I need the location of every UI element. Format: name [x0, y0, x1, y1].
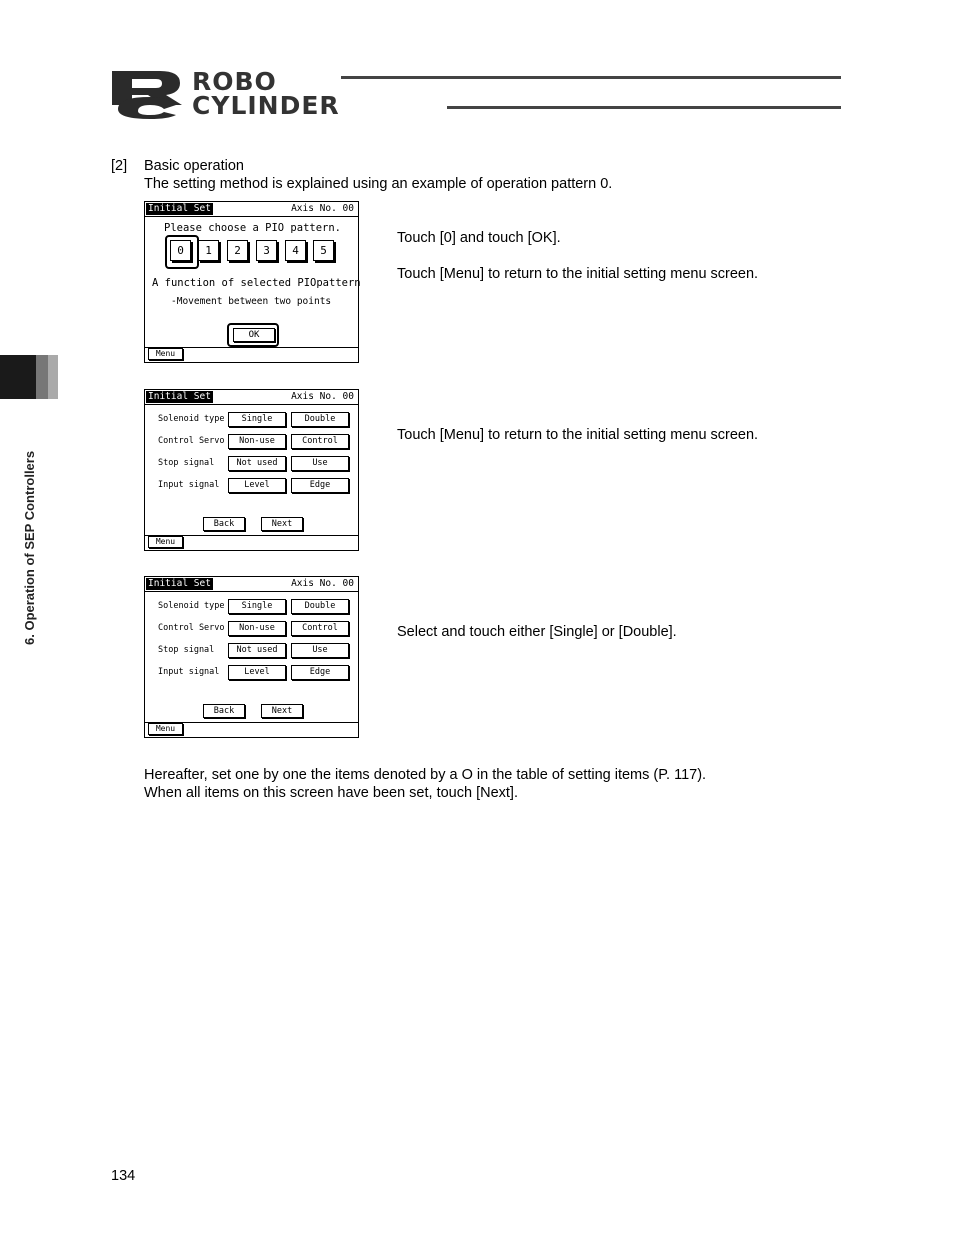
instruction-touch-zero: Touch [0] and touch [OK].	[397, 230, 561, 246]
pattern-function-label: A function of selected PIOpattern	[152, 277, 361, 289]
instruction-select-solenoid: Select and touch either [Single] or [Double].	[397, 624, 677, 640]
pattern-button-0[interactable]: 0	[170, 240, 191, 261]
instruction-menu-return: Touch [Menu] to return to the initial setting menu screen.	[397, 266, 759, 282]
solenoid-type-label: Solenoid type	[158, 601, 225, 611]
initial-set-screen-a	[144, 389, 359, 551]
instruction-menu-return-2: Touch [Menu] to return to the initial setting menu screen.	[397, 427, 759, 443]
hereafter-text: Hereafter, set one by one the items denoted by a O in the table of setting items (P. 117).	[144, 767, 707, 783]
chapter-tab-light	[48, 355, 58, 399]
pattern-button-4[interactable]: 4	[285, 240, 306, 261]
section-title: Basic operation	[144, 158, 244, 174]
stop-signal-label: Stop signal	[158, 645, 215, 655]
screen-divider	[145, 591, 358, 592]
use-button[interactable]: Use	[291, 643, 349, 658]
chapter-side-label: 6. Operation of SEP Controllers	[22, 450, 37, 645]
screen-divider	[145, 216, 358, 217]
header-rule-top	[341, 76, 841, 79]
level-button[interactable]: Level	[228, 478, 286, 493]
ok-button[interactable]: OK	[233, 328, 275, 342]
screen-title: Initial Set	[148, 203, 211, 214]
logo-word-robo: ROBO	[192, 67, 277, 96]
chapter-tab-gray	[36, 355, 48, 399]
chapter-tab-black	[0, 355, 36, 399]
screen-title: Initial Set	[148, 578, 211, 589]
stop-signal-label: Stop signal	[158, 458, 215, 468]
double-button[interactable]: Double	[291, 599, 349, 614]
menu-button[interactable]: Menu	[148, 723, 183, 735]
pattern-button-3[interactable]: 3	[256, 240, 277, 261]
pattern-button-2[interactable]: 2	[227, 240, 248, 261]
menu-button[interactable]: Menu	[148, 348, 183, 360]
control-servo-label: Control Servo	[158, 623, 225, 633]
touch-next-text: When all items on this screen have been set, touch [Next].	[144, 785, 518, 801]
axis-number: Axis No. 00	[291, 203, 354, 214]
not-used-button[interactable]: Not used	[228, 643, 286, 658]
non-use-button[interactable]: Non-use	[228, 621, 286, 636]
screen-title: Initial Set	[148, 391, 211, 402]
logo-word-cylinder: CYLINDER	[192, 91, 340, 120]
menu-button[interactable]: Menu	[148, 536, 183, 548]
control-servo-label: Control Servo	[158, 436, 225, 446]
double-button[interactable]: Double	[291, 412, 349, 427]
next-button[interactable]: Next	[261, 517, 303, 531]
edge-button[interactable]: Edge	[291, 478, 349, 493]
next-button[interactable]: Next	[261, 704, 303, 718]
control-button[interactable]: Control	[291, 434, 349, 449]
solenoid-type-label: Solenoid type	[158, 414, 225, 424]
edge-button[interactable]: Edge	[291, 665, 349, 680]
axis-number: Axis No. 00	[291, 391, 354, 402]
initial-set-screen-b	[144, 576, 359, 738]
non-use-button[interactable]: Non-use	[228, 434, 286, 449]
header-rule-bottom	[447, 106, 841, 109]
screen-divider	[145, 404, 358, 405]
pio-prompt: Please choose a PIO pattern.	[164, 222, 342, 234]
back-button[interactable]: Back	[203, 517, 245, 531]
axis-number: Axis No. 00	[291, 578, 354, 589]
back-button[interactable]: Back	[203, 704, 245, 718]
pattern-function-desc: -Movement between two points	[171, 296, 332, 307]
input-signal-label: Input signal	[158, 667, 220, 677]
section-intro: The setting method is explained using an example of operation pattern 0.	[144, 176, 613, 192]
section-number: [2]	[111, 158, 128, 174]
page-number: 134	[111, 1168, 136, 1184]
not-used-button[interactable]: Not used	[228, 456, 286, 471]
pattern-button-1[interactable]: 1	[198, 240, 219, 261]
input-signal-label: Input signal	[158, 480, 220, 490]
robo-cylinder-logo-mark	[110, 69, 186, 119]
single-button[interactable]: Single	[228, 412, 286, 427]
single-button[interactable]: Single	[228, 599, 286, 614]
use-button[interactable]: Use	[291, 456, 349, 471]
pio-pattern-screen	[144, 201, 359, 363]
level-button[interactable]: Level	[228, 665, 286, 680]
control-button[interactable]: Control	[291, 621, 349, 636]
pattern-button-5[interactable]: 5	[313, 240, 334, 261]
